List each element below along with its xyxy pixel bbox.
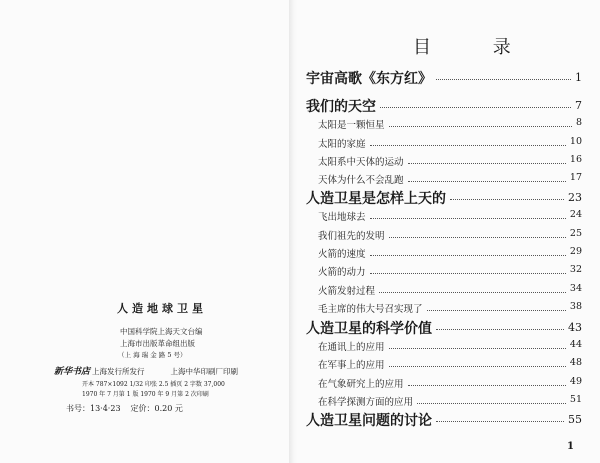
book-number: 书号：13·4·23 — [66, 404, 121, 413]
page-number: 1 — [567, 441, 574, 452]
publisher-line: 上海市出版革命组出版 — [120, 339, 195, 348]
format-spec: 开本 787×1092 1/32 印张 2.5 插页 2 字数 37,000 — [82, 381, 225, 388]
toc-entry-page: 51 — [569, 394, 582, 405]
toc-dot-leader — [436, 78, 571, 80]
toc-entry-page: 7 — [575, 99, 582, 112]
toc-section-entry — [0, 357, 600, 373]
toc-entry-title: 火箭的速度 — [318, 249, 366, 260]
toc-entry-title: 宇宙高歌《东方红》 — [306, 71, 432, 87]
toc-section-entry — [0, 264, 600, 280]
toc-entry-page: 29 — [569, 246, 582, 257]
toc-entry-title: 在通讯上的应用 — [318, 342, 385, 353]
distributor: 上海发行所发行 — [92, 367, 145, 376]
toc-dot-leader — [389, 365, 566, 367]
toc-dot-leader — [436, 328, 564, 330]
toc-chapter-entry — [0, 69, 600, 85]
toc-entry-title: 人造卫星的科学价值 — [306, 321, 432, 337]
toc-section-entry — [0, 394, 600, 410]
toc-entry-page: 44 — [569, 339, 582, 350]
toc-entry-page: 16 — [569, 154, 582, 165]
toc-entry-page: 55 — [568, 413, 582, 426]
toc-section-entry — [0, 117, 600, 133]
toc-section-entry — [0, 339, 600, 355]
toc-entry-title: 人造卫星是怎样上天的 — [306, 191, 446, 207]
toc-entry-page: 10 — [569, 136, 582, 147]
toc-entry-page: 8 — [575, 117, 582, 128]
toc-dot-leader — [427, 309, 566, 311]
author-line: 中国科学院上海天文台编 — [120, 327, 203, 336]
toc-entry-page: 48 — [569, 357, 582, 368]
toc-entry-title: 毛主席的伟大号召实现了 — [318, 304, 423, 315]
toc-entry-title: 我们祖先的发明 — [318, 231, 385, 242]
toc-dot-leader — [379, 291, 566, 293]
toc-entry-title: 太阳是一颗恒星 — [318, 120, 385, 131]
toc-entry-title: 火箭发射过程 — [318, 286, 376, 297]
toc-chapter-entry — [0, 97, 600, 113]
toc-entry-page: 32 — [569, 264, 582, 275]
edition-info: 1970 年 7 月第 1 版 1970 年 9 月第 2 次印刷 — [82, 391, 209, 398]
toc-entry-title: 在科学探测方面的应用 — [318, 397, 414, 408]
toc-dot-leader — [436, 420, 564, 422]
toc-section-entry — [0, 154, 600, 170]
toc-entry-title: 太阳的家庭 — [318, 139, 366, 150]
toc-dot-leader — [408, 162, 566, 164]
toc-entry-page: 17 — [569, 172, 582, 183]
toc-dot-leader — [450, 198, 564, 200]
toc-entry-page: 34 — [569, 283, 582, 294]
toc-dot-leader — [417, 402, 566, 404]
toc-dot-leader — [389, 125, 572, 127]
toc-entry-title: 人造卫星问题的讨论 — [306, 413, 432, 429]
toc-chapter-entry — [0, 189, 600, 205]
toc-entry-page: 25 — [569, 228, 582, 239]
toc-entry-title: 飞出地球去 — [318, 212, 366, 223]
toc-entry-title: 在军事上的应用 — [318, 360, 385, 371]
toc-chapter-entry — [0, 411, 600, 427]
toc-title: 目 录 — [413, 37, 539, 58]
toc-dot-leader — [389, 347, 566, 349]
toc-dot-leader — [370, 217, 566, 219]
toc-entry-title: 火箭的动力 — [318, 267, 366, 278]
toc-dot-leader — [380, 106, 571, 108]
toc-dot-leader — [370, 272, 566, 274]
toc-dot-leader — [370, 254, 566, 256]
toc-section-entry — [0, 283, 600, 299]
toc-section-entry — [0, 246, 600, 262]
toc-chapter-entry — [0, 319, 600, 335]
toc-entry-title: 太阳系中天体的运动 — [318, 157, 404, 168]
price: 定价：0.20 元 — [130, 404, 183, 413]
toc-entry-title: 我们的天空 — [306, 99, 376, 115]
toc-section-entry — [0, 172, 600, 188]
toc-entry-page: 49 — [569, 376, 582, 387]
printer: 上海中华印刷厂印刷 — [170, 367, 239, 376]
xinhua-bookstore-logo: 新华书店 — [54, 367, 91, 377]
publisher-address: （上 海 瑞 金 路 5 号） — [118, 351, 187, 359]
toc-dot-leader — [370, 144, 566, 146]
toc-section-entry — [0, 301, 600, 317]
toc-entry-page: 24 — [569, 209, 582, 220]
toc-section-entry — [0, 228, 600, 244]
toc-dot-leader — [408, 384, 566, 386]
toc-entry-title: 在气象研究上的应用 — [318, 379, 404, 390]
toc-section-entry — [0, 209, 600, 225]
book-title: 人造地球卫星 — [117, 302, 207, 315]
toc-dot-leader — [389, 236, 566, 238]
toc-section-entry — [0, 136, 600, 152]
toc-entry-title: 天体为什么不会乱跑 — [318, 175, 404, 186]
toc-entry-page: 38 — [569, 301, 582, 312]
toc-section-entry — [0, 376, 600, 392]
toc-entry-page: 43 — [568, 321, 582, 334]
toc-dot-leader — [408, 180, 566, 182]
toc-entry-page: 23 — [568, 191, 582, 204]
toc-entry-page: 1 — [575, 71, 582, 84]
